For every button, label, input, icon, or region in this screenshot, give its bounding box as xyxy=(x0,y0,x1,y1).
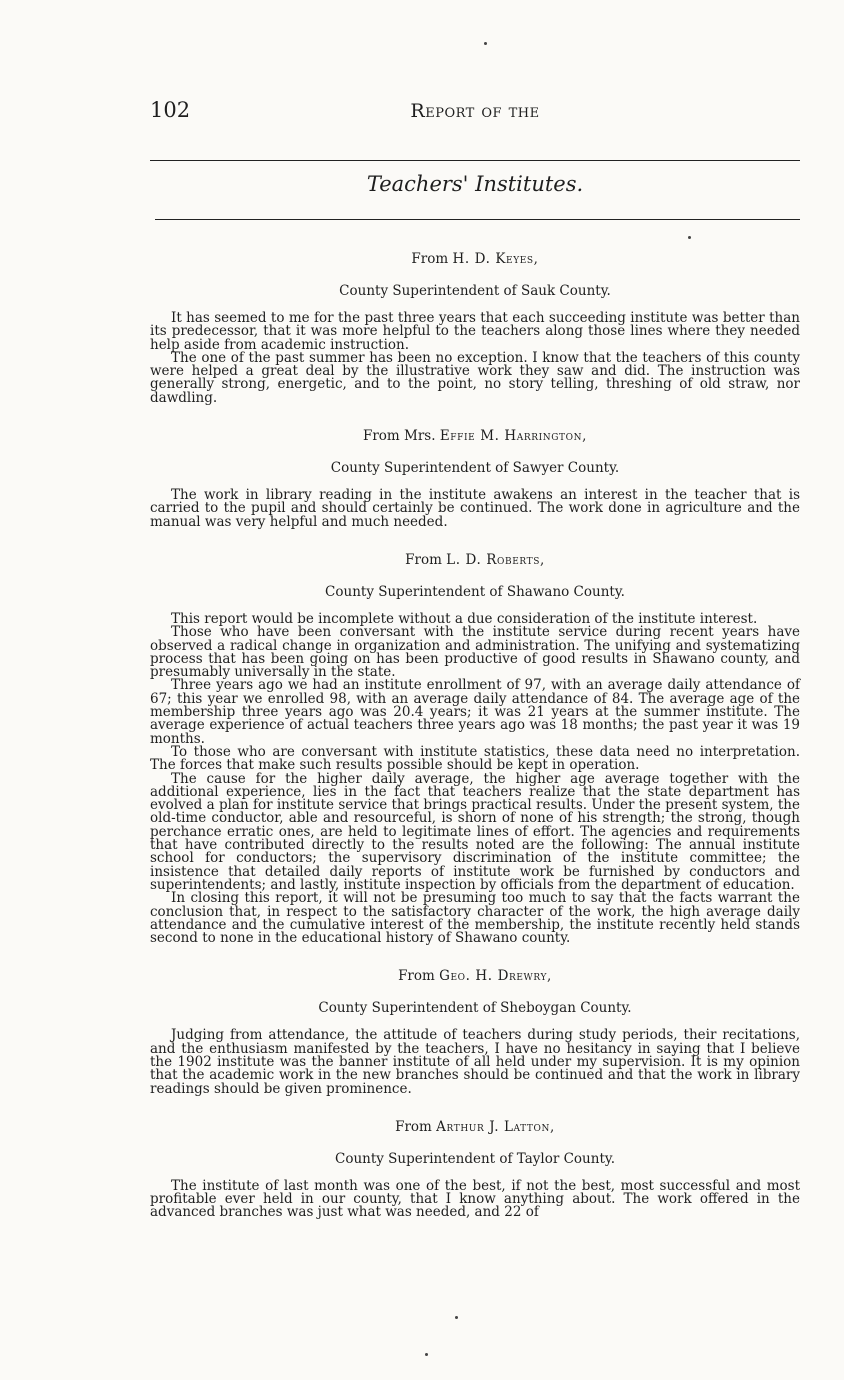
scan-speck xyxy=(455,1316,458,1319)
top-rule xyxy=(150,160,800,161)
superintendent-title: County Superintendent of Taylor County. xyxy=(334,1150,615,1167)
bottom-rule xyxy=(155,219,800,220)
document-body xyxy=(150,250,800,1220)
superintendent-title: County Superintendent of Sawyer County. xyxy=(330,460,620,477)
paragraph: It has seemed to me for the past three years that each succeeding institute was better than its predecessor, that it was more helpful to the teachers along those lines where they needed help aside from academic instruction. xyxy=(150,310,800,353)
paragraph: Those who have been conversant with the institute service during recent years have observed a radical change in organization and administration. The unifying and systematizing process that has been going on has been productive of good results in Shawano county, and presumably universally in the state. xyxy=(150,624,800,681)
report-section xyxy=(150,1118,800,1220)
superintendent-name: Arthur J. Latton, xyxy=(436,1118,555,1135)
from-line xyxy=(150,250,800,268)
report-section xyxy=(150,250,800,405)
paragraph: The cause for the higher daily average, the higher age average together with the additional experience, lies in the fact that teachers realize that the state department has evolved a plan for institute service that brings practical results. Under the present system, the old-time conductor, able and resourceful, is shorn of none of his strength; the strong, though perchance erratic ones, are held to legitimate lines of effort. The agencies and requirements that have contributed directly to the results noted are the following: The annual institute school for conductors; the supervisory discrimination of the institute committee; the insistence that detailed daily reports of institute work be furnished by conductors and superintendents; and lastly, institute inspection by officials from the department of education. xyxy=(150,770,800,893)
report-section xyxy=(150,427,800,529)
scan-speck xyxy=(425,1353,428,1356)
paragraph: The one of the past summer has been no exception. I know that the teachers of this county were helped a great deal by the illustrative work they saw and did. The instruction was generally strong, energetic, and to the point, no story telling, threshing of old straw, nor dawdling. xyxy=(150,349,800,406)
from-prefix: From xyxy=(398,968,435,985)
report-section xyxy=(150,967,800,1095)
from-line xyxy=(150,967,800,985)
paragraph: The work in library reading in the institute awakens an interest in the teacher that is carried to the pupil and should certainly be continued. The work done in agriculture and the manual was very helpful and much needed. xyxy=(150,487,800,530)
paragraph: To those who are conversant with institute statistics, these data need no interpretation. The forces that make such results possible should be kept in operation. xyxy=(150,743,800,774)
superintendent-title: County Superintendent of Shawano County. xyxy=(325,583,625,600)
from-line xyxy=(150,427,800,445)
page-header xyxy=(150,98,800,128)
report-section xyxy=(150,551,800,945)
from-line xyxy=(150,551,800,569)
paragraph: In closing this report, it will not be presuming too much to say that the facts warrant the conclusion that, in respect to the satisfactory character of the work, the high average daily attendance and the cumulative interest of the membership, the institute recently held stands second to none in the educational history of Shawano county. xyxy=(150,890,800,947)
scan-speck xyxy=(688,236,691,239)
paragraph: Judging from attendance, the attitude of teachers during study periods, their recitations, and the enthusiasm manifested by the teachers, I have no hesitancy in saying that I believe the 1902 institute was the banner institute of all held under my supervision. It is my opinion that the academic work in the new branches should be continued and that the work in library readings should be given prominence. xyxy=(150,1027,800,1097)
superintendent-name: L. D. Roberts, xyxy=(446,551,545,568)
from-prefix: From xyxy=(395,1118,432,1135)
superintendent-title: County Superintendent of Sauk County. xyxy=(339,283,611,299)
paragraph: This report would be incomplete without a due consideration of the institute interest. xyxy=(171,610,758,627)
paragraph: The institute of last month was one of the best, if not the best, most successful and most profitable ever held in our county, that I know anything about. The work offered in the advanced branches was just what was needed, and 22 of xyxy=(150,1177,800,1221)
from-prefix: From xyxy=(405,551,442,568)
scan-speck xyxy=(484,42,487,45)
section-title: Teachers' Institutes. xyxy=(366,172,584,196)
running-title: Report of the xyxy=(410,100,540,122)
from-line xyxy=(150,1118,800,1136)
superintendent-title: County Superintendent of Sheboygan County. xyxy=(318,1000,632,1017)
page-number: 102 xyxy=(150,98,191,122)
from-prefix: From xyxy=(411,251,449,267)
superintendent-name: H. D. Keyes, xyxy=(452,251,539,267)
paragraph: Three years ago we had an institute enrollment of 97, with an average daily attendance of 67; this year we enrolled 98, with an average daily attendance of 84. The average age of the membership three years ago was 20.4 years; it was 21 years at the summer institute. The average experience of actual teachers three years ago was 18 months; the past year it was 19 months. xyxy=(150,677,800,747)
superintendent-name: Effie M. Harrington, xyxy=(439,428,587,445)
superintendent-name: Geo. H. Drewry, xyxy=(439,968,552,985)
from-prefix: From Mrs. xyxy=(362,428,436,445)
